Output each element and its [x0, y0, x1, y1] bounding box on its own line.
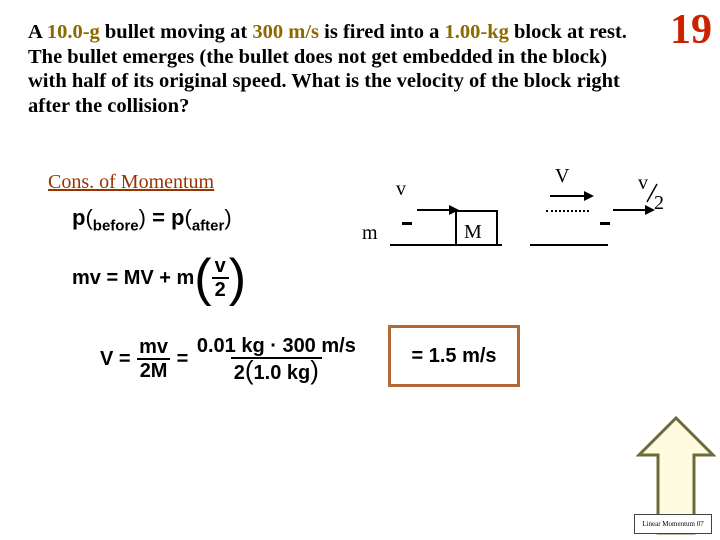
block-after-outline — [546, 210, 589, 244]
eq2-frac-denominator: 2 — [212, 277, 229, 301]
problem-text-2: bullet moving at — [99, 21, 253, 43]
ground-line-after — [530, 244, 608, 246]
eq3-frac1-numerator: mv — [139, 336, 169, 358]
eq3-equals-1: = — [113, 347, 137, 370]
slide-number: 19 — [670, 7, 712, 53]
diagram-v-half-denominator: 2 — [654, 192, 664, 214]
bullet-after — [600, 222, 610, 225]
eq3-numeric-fraction — [194, 335, 359, 384]
eq2-frac-numerator: v — [214, 255, 226, 277]
eq3-V: V — [100, 347, 114, 370]
answer-value: = 1.5 m/s — [411, 344, 497, 367]
eq3-frac2-den-value: 1.0 kg — [253, 361, 311, 384]
ground-line-before — [390, 244, 502, 246]
eq3-symbolic-fraction — [136, 336, 171, 382]
block-mass: 1.00-kg — [444, 21, 509, 43]
velocity-arrow-block-after — [548, 186, 596, 206]
diagram-m-label: m — [362, 222, 378, 244]
eq1-before-subscript: before — [92, 217, 139, 235]
equation-momentum-conservation: $p(_{before}) = p(_{after})$ — [72, 205, 232, 235]
equation-solve-V — [100, 328, 359, 390]
bullet-mass: 10.0-g — [46, 21, 100, 43]
eq1-equals: = — [145, 205, 172, 230]
eq1-p-after: p — [171, 205, 185, 230]
diagram-v-half-numerator: v — [638, 172, 648, 194]
section-title: Cons. of Momentum — [48, 171, 215, 193]
eq1-p-before: p — [72, 205, 86, 230]
eq2-v-half-fraction — [212, 255, 229, 301]
eq3-equals-2: = — [171, 347, 194, 370]
problem-text-1: A — [28, 21, 47, 43]
footer-label: Linear Momentum 07 — [634, 514, 712, 534]
answer-box — [388, 325, 520, 387]
eq3-frac1-denominator: 2M — [137, 358, 171, 382]
eq1-after-subscript: after — [191, 217, 225, 235]
problem-statement — [28, 20, 628, 118]
bullet-before — [402, 222, 412, 225]
diagram-V-label: V — [555, 165, 570, 187]
problem-text-3: is fired into a — [319, 21, 445, 43]
eq3-frac2-denominator: 2(1.0 kg) — [231, 357, 322, 384]
equation-momentum-expanded: mv = MV + m ( $\frac{v}{2}$ ) — [72, 249, 247, 307]
bullet-speed: 300 m/s — [252, 21, 320, 43]
eq3-frac2-numerator: 0.01 kg · 300 m/s — [196, 334, 356, 357]
eq3-frac2-den-factor: 2 — [233, 361, 245, 384]
eq2-lhs: mv = MV + m — [72, 266, 195, 289]
diagram-v-label: v — [396, 178, 406, 200]
problem-text-4: block at rest. The bullet emerges (the bullet does not get embedded in the block) with half of its original speed. What is the velocity of the block right after the collision? — [28, 21, 627, 117]
diagram-M-label: M — [464, 221, 482, 243]
